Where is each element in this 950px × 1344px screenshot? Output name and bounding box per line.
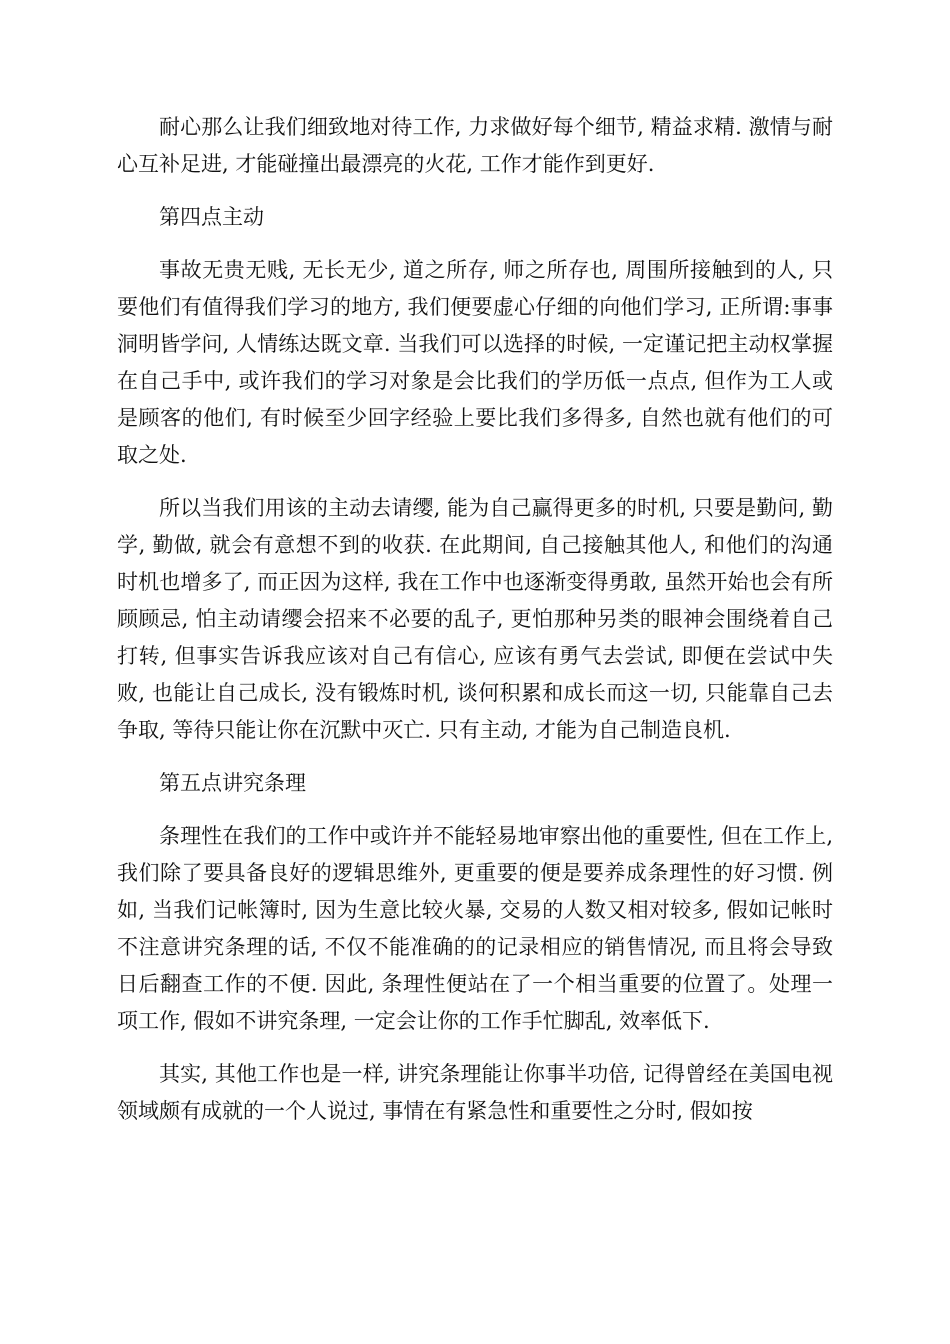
paragraph-volunteer: 所以当我们用该的主动去请缨, 能为自己赢得更多的时机, 只要是勤问, 勤学, 勤做, 就会有意想不到的收获. 在此期间, 自己接触其他人, 和他们的沟通时机也增多了, 而正因为这样, 我在工作中也逐渐变得勇敢, 虽然开始也会有所顾顾忌, 怕主动请缨会招来不必要的乱子, 更怕那种另类的眼神会围绕着自己打转, 但事实告诉我应该对自己有信心, 应该有勇气去尝试, 即便在尝试中失败, 也能让自己成长, 没有锻炼时机, 谈何积累和成长而这一切, 只能靠自己去争取, 等待只能让你在沉默中灭亡. 只有主动, 才能为自己制造良机. bbox=[117, 496, 833, 742]
paragraph-learning: 事故无贵无贱, 无长无少, 道之所存, 师之所存也, 周围所接触到的人, 只要他们有值得我们学习的地方, 我们便要虚心仔细的向他们学习, 正所谓:事事洞明皆学问, 人情练达既文章. 当我们可以选择的时候, 一定谨记把主动权掌握在自己手中, 或许我们的学习对象是会比我们的学历低一点点, 但作为工人或是顾客的他们, 有时候至少回字经验上要比我们多得多, 自然也就有他们的可取之处. bbox=[117, 258, 833, 467]
section-heading-orderliness: 第五点讲究条理 bbox=[159, 771, 306, 795]
document-page bbox=[117, 109, 833, 1146]
section-heading-initiative: 第四点主动 bbox=[159, 205, 264, 229]
paragraph-patience: 耐心那么让我们细致地对待工作, 力求做好每个细节, 精益求精. 激情与耐心互补足进, 才能碰撞出最漂亮的火花, 工作才能作到更好. bbox=[117, 115, 833, 176]
paragraph-orderliness: 条理性在我们的工作中或许并不能轻易地审察出他的重要性, 但在工作上, 我们除了要具备良好的逻辑思维外, 更重要的便是要养成条理性的好习惯. 例如, 当我们记帐簿时, 因为生意比较火暴, 交易的人数又相对较多, 假如记帐时不注意讲究条理的话, 不仅不能准确的的记录相应的销售情况, 而且将会导致日后翻查工作的不便. 因此, 条理性便站在了一个相当重要的位置了。处理一项工作, 假如不讲究条理, 一定会让你的工作手忙脚乱, 效率低下. bbox=[117, 824, 833, 1033]
paragraph-other-work: 其实, 其他工作也是一样, 讲究条理能让你事半功倍, 记得曾经在美国电视领域颇有成就的一个人说过, 事情在有紧急性和重要性之分时, 假如按 bbox=[117, 1062, 833, 1123]
